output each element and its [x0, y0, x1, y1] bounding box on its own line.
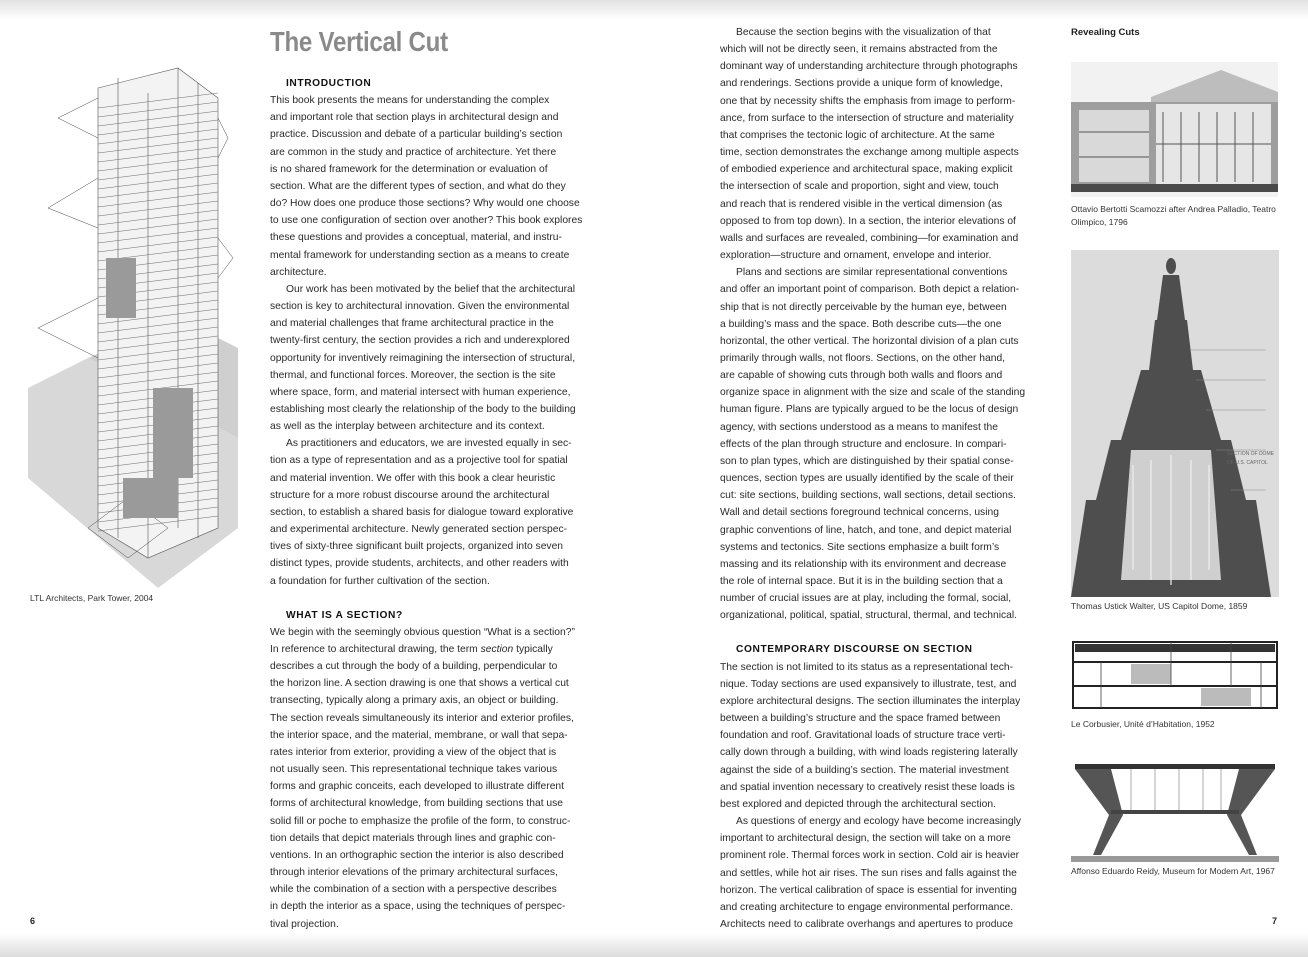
text-line: horizontal, the other vertical. The horizontal division of a plan cuts [720, 335, 1019, 347]
dome-inscription-1: SECTION OF DOME [1227, 451, 1274, 457]
section-heading: WHAT IS A SECTION? [286, 609, 403, 621]
text-line: structure for a more robust discourse around the architectural [270, 489, 550, 501]
text-line: cally down through a building, with wind loads registering laterally [720, 747, 1018, 759]
text-line: Our work has been motivated by the belief that the architectural [286, 283, 576, 295]
text-line: As practitioners and educators, we are invested equally in sec- [286, 438, 572, 450]
text-line: establishing most clearly the relationship of the body to the building [270, 403, 576, 415]
capitol-dome-section-image [1071, 250, 1279, 597]
text-line: ship that is not directly perceivable by the human eye, between [720, 301, 1007, 313]
page-bottom-shadow [0, 933, 1308, 957]
text-line: where space, form, and material intersect with human experience, [270, 386, 571, 398]
text-line: opposed to from top down). In a section, the interior elevations of [720, 215, 1016, 227]
text-line: tion as a type of representation and as a projective tool for spatial [270, 455, 568, 467]
section-spacer [270, 590, 600, 607]
text-line: massing and its relationship with its environment and decrease [720, 558, 1007, 570]
text-line: in depth the interior as a space, using the techniques of perspec- [270, 901, 566, 913]
text-line: cut: site sections, building sections, wall sections, detail sections. [720, 490, 1016, 502]
text-line: Architects need to calibrate overhangs and apertures to produce [720, 918, 1014, 930]
text-line: transecting, typically along a primary axis, an object or building. [270, 695, 559, 707]
text-line: In reference to architectural drawing, the term section typically [270, 644, 553, 655]
text-line: human figure. Plans are typically argued to be the locus of design [720, 404, 1019, 416]
page-top-shadow [0, 0, 1308, 20]
text-line: architecture. [270, 266, 327, 278]
text-line: and material challenges that frame architectural practice in the [270, 318, 554, 330]
park-tower-section-drawing [28, 58, 238, 588]
text-line: walls and surfaces are revealed, combining—for examination and [720, 232, 1019, 244]
text-line: forms and graphic conceits, each developed to illustrate different [270, 781, 565, 793]
unite-habitation-section-image [1071, 640, 1279, 712]
text-line: opportunity for inventively reimagining the intersection of structural, [270, 352, 576, 364]
text-line: exploration—structure and ornament, envelope and interior. [720, 250, 992, 262]
text-line: through interior elevations of the primary architectural surfaces, [270, 867, 558, 879]
dome-inscription-2: OF U.S. CAPITOL [1227, 460, 1268, 466]
right-text-column [720, 24, 1050, 933]
text-line: We begin with the seemingly obvious question “What is a section?” [270, 626, 575, 638]
text-line: dominant way of understanding architecture through photographs [720, 61, 1018, 73]
text-line: section, to establish a shared basis for dialogue toward explorative [270, 506, 574, 518]
text-line: the horizon line. A section drawing is one that shows a vertical cut [270, 678, 569, 690]
caption-line: Le Corbusier, Unité d’Habitation, 1952 [1071, 719, 1215, 729]
text-line: This book presents the means for understanding the complex [270, 95, 550, 107]
text-line: The section reveals simultaneously its interior and exterior profiles, [270, 712, 574, 724]
section-heading: INTRODUCTION [286, 78, 372, 89]
text-line: and offer an important point of comparison. Both depict a relation- [720, 284, 1020, 296]
text-line: the role of internal space. But it is in the building section that a [720, 576, 1003, 587]
text-line: tival projection. [270, 918, 339, 930]
text-line: not usually seen. This representational technique takes various [270, 764, 558, 776]
text-line: The section is not limited to its status as a representational tech- [720, 661, 1014, 673]
text-line: that comprises the tectonic logic of architecture. At the same [720, 129, 995, 141]
caption-line: Affonso Eduardo Reidy, Museum for Modern Art, 1967 [1071, 866, 1275, 876]
section-spacer [720, 624, 1050, 641]
text-line: section. What are the different types of section, and what do they [270, 180, 566, 192]
caption-line: Ottavio Bertotti Scamozzi after Andrea Palladio, Teatro [1071, 204, 1276, 214]
text-line: horizon. The vertical calibration of space is essential for inventing [720, 884, 1017, 896]
text-line: effects of the plan through structure and enclosure. In compari- [720, 438, 1007, 450]
text-line: tion details that depict materials through lines and graphic con- [270, 832, 556, 844]
section-heading: CONTEMPORARY DISCOURSE ON SECTION [736, 644, 973, 656]
museum-modern-art-caption [1071, 865, 1275, 878]
text-line: thermal, and functional forces. Moreover, the section is the site [270, 369, 556, 381]
text-line: best explored and depicted through the architectural section. [720, 798, 996, 810]
text-line: which will not be directly seen, it remains abstracted from the [720, 44, 998, 56]
text-line: Because the section begins with the visualization of that [736, 27, 991, 38]
text-line: while the combination of a section with a perspective describes [270, 884, 557, 896]
text-line: tives of sixty-three significant built projects, organized into seven [270, 541, 564, 553]
text-line: these questions and provides a conceptual, material, and instru- [270, 232, 562, 244]
text-line: describes a cut through the body of a building, perpendicular to [270, 661, 558, 673]
text-line: section is key to architectural innovation. Given the environmental [270, 301, 570, 313]
text-line: and renderings. Sections provide a unique form of knowledge, [720, 78, 1003, 90]
text-line: graphic conventions of line, hatch, and tone, and depict material [720, 524, 1012, 536]
text-line: one that by necessity shifts the emphasis from image to perform- [720, 95, 1016, 107]
text-line: time, section demonstrates the exchange among multiple aspects [720, 147, 1019, 159]
text-line: primarily through walls, not floors. Sections, on the other hand, [720, 352, 1006, 364]
text-line: quences, section types are usually identified by the scale of their [720, 473, 1014, 485]
text-line: of embodied experience and architectural space, making explicit [720, 164, 1013, 176]
left-text-column [270, 75, 600, 933]
text-line: ventions. In an orthographic section the interior is also described [270, 849, 564, 861]
text-line: and creating architecture to engage environmental performance. [720, 901, 1014, 913]
text-line: to use one configuration of section over another? This book explores [270, 215, 583, 227]
text-line: systems and tectonics. Site sections emphasize a built form’s [720, 541, 1000, 553]
text-line: are capable of showing cuts through both walls and floors and [720, 370, 1003, 382]
text-line: Plans and sections are similar representational conventions [736, 267, 1008, 279]
text-line: against the side of a building’s section. The material investment [720, 764, 1009, 776]
page-title: The Vertical Cut [270, 26, 448, 57]
text-line: foundation and roof. Gravitational loads of structure trace verti- [720, 730, 1006, 742]
text-line: is no shared framework for the determination or evaluation of [270, 163, 548, 175]
caption-line: Olimpico, 1796 [1071, 217, 1128, 227]
text-line: As questions of energy and ecology have become increasingly [736, 816, 1022, 828]
teatro-olimpico-caption [1071, 203, 1276, 229]
text-line: rates interior from exterior, providing a view of the object that is [270, 746, 557, 758]
text-line: and material invention. We offer with this book a clear heuristic [270, 472, 556, 484]
text-line: and settles, while hot air rises. The sun rises and falls against the [720, 867, 1017, 879]
text-line: do? How does one produce those sections? Why would one choose [270, 198, 580, 210]
text-line: solid fill or poche to emphasize the profile of the form, to construc- [270, 815, 571, 827]
text-line: a building’s mass and the space. Both describe cuts—the one [720, 318, 1002, 330]
caption-line: Thomas Ustick Walter, US Capitol Dome, 1859 [1071, 601, 1248, 611]
text-line: organizational, political, spatial, structural, thermal, and technical. [720, 610, 1018, 622]
text-line: explore architectural designs. The section illuminates the interplay [720, 695, 1021, 707]
text-line: as well as the interplay between architecture and its context. [270, 421, 545, 433]
text-line: a foundation for further cultivation of the section. [270, 575, 490, 587]
text-line: number of crucial issues are at play, including the formal, social, [720, 593, 1012, 605]
text-line: and reach that is rendered visible in the vertical dimension (as [720, 198, 1003, 210]
park-tower-caption: LTL Architects, Park Tower, 2004 [30, 593, 154, 603]
text-line: nique. Today sections are used expansively to illustrate, test, and [720, 678, 1017, 690]
text-line: distinct types, provide students, architects, and other readers with [270, 558, 569, 570]
text-line: and experimental architecture. Newly generated section perspec- [270, 524, 568, 536]
teatro-olimpico-section-image [1071, 62, 1278, 197]
text-line: between a building’s structure and the space framed between [720, 713, 1001, 725]
page-number-left: 6 [30, 916, 36, 926]
text-line: and spatial invention necessary to creatively resist these loads is [720, 781, 1015, 793]
capitol-dome-caption [1071, 600, 1247, 613]
unite-habitation-caption [1071, 718, 1215, 731]
text-line: are common in the study and practice of architecture. Yet there [270, 146, 557, 158]
text-line: organize space in alignment with the size and scale of the standing [720, 387, 1026, 399]
museum-modern-art-section-image [1071, 760, 1279, 864]
text-line: Wall and detail sections foreground technical concerns, using [720, 507, 999, 519]
text-line: son to plan types, which are distinguished by their spatial conse- [720, 455, 1014, 467]
text-line: forms of architectural knowledge, from building sections that use [270, 798, 564, 810]
text-line: prominent role. Thermal forces work in section. Cold air is heavier [720, 850, 1020, 862]
page-number-right: 7 [1272, 916, 1278, 926]
text-line: practice. Discussion and debate of a particular building’s section [270, 129, 563, 141]
text-line: the interior space, and the material, membrane, or wall that sepa- [270, 729, 568, 741]
running-head: Revealing Cuts [1071, 27, 1140, 38]
text-line: agency, with sections understood as a means to manifest the [720, 421, 998, 433]
text-line: important to architectural design, the section will take on a more [720, 833, 1011, 845]
text-line: twenty-first century, the section provides a rich and underexplored [270, 335, 570, 347]
text-line: mental framework for understanding section as a means to create [270, 249, 570, 261]
text-line: and important role that section plays in architectural design and [270, 112, 559, 124]
text-line: the intersection of scale and proportion, sight and view, touch [720, 181, 999, 193]
text-line: ance, from surface to the intersection of structure and materiality [720, 112, 1014, 124]
